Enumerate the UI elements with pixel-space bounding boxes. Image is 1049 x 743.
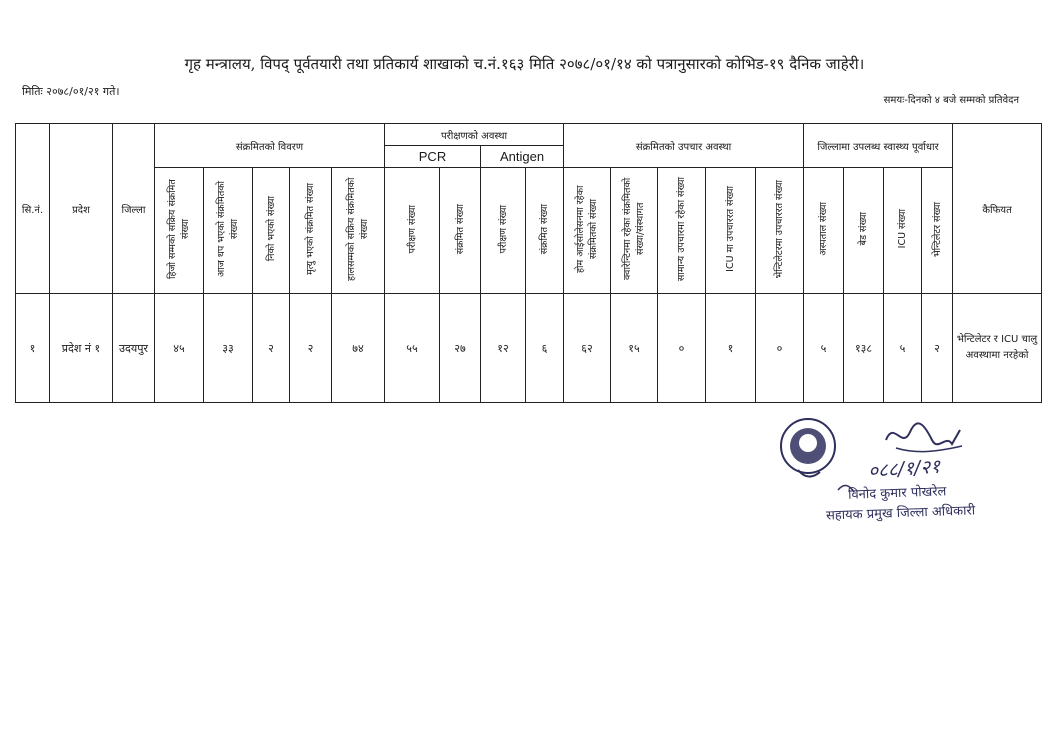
report-time-note: समयः-दिनको ४ बजे सम्मको प्रतिवेदन — [883, 95, 1019, 106]
col-active-till-yesterday: हिजो सम्मको सक्रिय संक्रमित संख्या — [155, 168, 204, 294]
cell-quarantine: १५ — [611, 294, 658, 403]
col-beds: बेड संख्या — [844, 168, 884, 294]
cell-remarks: भेन्टिलेटर र ICU चालु अवस्थामा नरहेको — [953, 294, 1042, 403]
signature-date: ०८८/१/२१ — [867, 455, 941, 483]
group-pcr: PCR — [385, 146, 481, 168]
cell-deaths: २ — [290, 294, 332, 403]
table-row — [16, 294, 1042, 403]
group-treatment-status: संक्रमितको उपचार अवस्था — [564, 124, 804, 168]
group-infected-details: संक्रमितको विवरण — [155, 124, 385, 168]
cell-new-today: ३३ — [204, 294, 253, 403]
col-icu: ICU संख्या — [884, 168, 922, 294]
cell-pcr-infected: २७ — [440, 294, 481, 403]
col-quarantine: क्वारेन्टिनमा रहेका संक्रमितको संख्या/संस्थागत — [611, 168, 658, 294]
col-sn: सि.नं. — [16, 124, 50, 294]
col-pcr-tested: परीक्षण संख्या — [385, 168, 440, 294]
cell-active-till-yesterday: ४५ — [155, 294, 204, 403]
col-hospitals: अस्पताल संख्या — [804, 168, 844, 294]
col-new-today: आज थप भएको संक्रमितको संख्या — [204, 168, 253, 294]
cell-general-treatment: ० — [658, 294, 706, 403]
cell-ventilators: २ — [922, 294, 953, 403]
col-deaths: मृत्यु भएको संक्रमित संख्या — [290, 168, 332, 294]
cell-province: प्रदेश नं १ — [50, 294, 113, 403]
cell-icu: ५ — [884, 294, 922, 403]
cell-ventilator-treatment: ० — [756, 294, 804, 403]
signature-name: विनोद कुमार पोखरेल — [847, 484, 947, 503]
report-date: मितिः २०७८/०१/२१ गते। — [22, 85, 120, 98]
report-title: गृह मन्त्रालय, विपद् पूर्वतयारी तथा प्रतिकार्य शाखाको च.नं.१६३ मिति २०७८/०१/१४ को पत्रानुसारको कोभिड-१९ दैनिक जाहेरी। — [184, 55, 865, 73]
col-remarks: कैफियत — [953, 124, 1042, 294]
col-district: जिल्ला — [113, 124, 155, 294]
col-current-active: हालसम्मको सक्रिय संक्रमितको संख्या — [332, 168, 385, 294]
cell-current-active: ७४ — [332, 294, 385, 403]
cell-beds: १३८ — [844, 294, 884, 403]
cell-recovered: २ — [253, 294, 290, 403]
col-province: प्रदेश — [50, 124, 113, 294]
signature-title: सहायक प्रमुख जिल्ला अधिकारी — [825, 503, 976, 524]
col-ventilators: भेन्टिलेटर संख्या — [922, 168, 953, 294]
col-antigen-tested: परीक्षण संख्या — [481, 168, 526, 294]
col-antigen-infected: संक्रमित संख्या — [526, 168, 564, 294]
col-ventilator-treatment: भेन्टिलेटरमा उपचाररत संख्या — [756, 168, 804, 294]
cell-antigen-tested: १२ — [481, 294, 526, 403]
group-antigen: Antigen — [481, 146, 564, 168]
cell-hospitals: ५ — [804, 294, 844, 403]
covid-report-table — [15, 123, 1042, 403]
col-home-isolation: होम आईसोलेसनमा रहेका संक्रमितको संख्या — [564, 168, 611, 294]
cell-district: उदयपुर — [113, 294, 155, 403]
col-general-treatment: सामान्य उपचारमा रहेका संख्या — [658, 168, 706, 294]
cell-icu-treatment: १ — [706, 294, 756, 403]
cell-sn: १ — [16, 294, 50, 403]
col-recovered: निको भएको संख्या — [253, 168, 290, 294]
cell-home-isolation: ६२ — [564, 294, 611, 403]
group-testing-status: परीक्षणको अवस्था — [385, 124, 564, 146]
cell-antigen-infected: ६ — [526, 294, 564, 403]
col-icu-treatment: ICU मा उपचाररत संख्या — [706, 168, 756, 294]
cell-pcr-tested: ५५ — [385, 294, 440, 403]
group-health-infra: जिल्लामा उपलब्ध स्वास्थ्य पूर्वाधार — [804, 124, 953, 168]
col-pcr-infected: संक्रमित संख्या — [440, 168, 481, 294]
